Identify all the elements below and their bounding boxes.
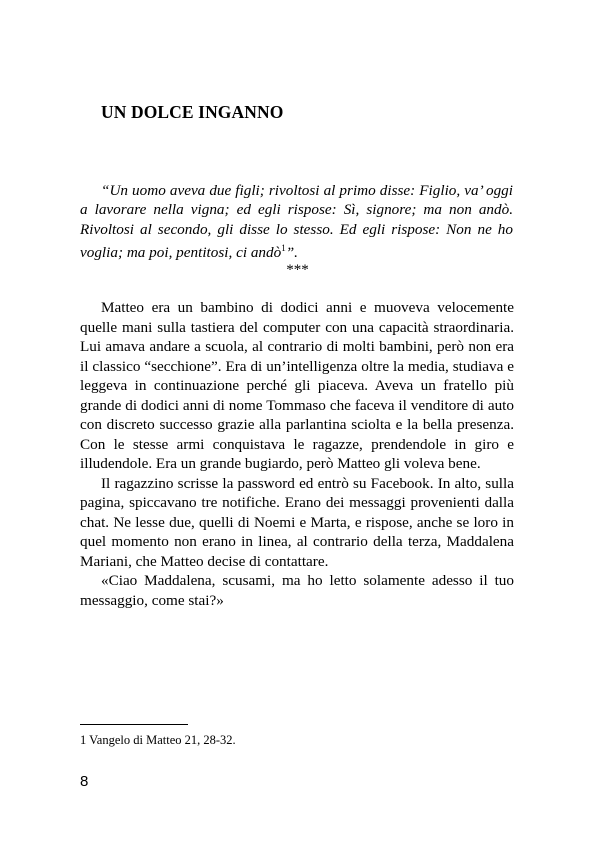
- paragraph: «Ciao Maddalena, scusami, ma ho letto solamente adesso il tuo messaggio, come stai?»: [80, 572, 514, 609]
- section-separator: ***: [286, 262, 309, 278]
- footnote-divider: [80, 724, 188, 725]
- epigraph-closing: ”.: [285, 244, 298, 262]
- epigraph-text: “Un uomo aveva due figli; rivoltosi al primo disse: Figlio, va’ oggi a lavorare nella vigna; ed egli rispose: Sì, signore; ma non andò. Rivoltosi al secondo, gli disse lo stesso. Ed egli rispose: Non ne ho voglia; ma poi, pentitosi, ci andò: [80, 182, 513, 262]
- footnote: 1 Vangelo di Matteo 21, 28-32.: [80, 733, 236, 747]
- paragraph: Matteo era un bambino di dodici anni e muoveva velocemente quelle mani sulla tastiera del computer con una capacità straordinaria. Lui amava andare a scuola, al contrario di molti bambini, però non era il classico “secchione”. Era di un’intelligenza oltre la media, studiava e leggeva in continuazione perché gli piaceva. Aveva un fratello più grande di dodici anni di nome Tommaso che faceva il venditore di auto con discreto successo grazie alla parlantina sciolta e la bella presenza. Con le stesse armi conquistava le ragazze, prendendole in giro e illudendole. Era un grande bugiardo, però Matteo gli voleva bene.: [80, 299, 514, 472]
- body-text: [80, 298, 514, 610]
- epigraph-quote: [80, 181, 513, 263]
- page-number: 8: [80, 773, 89, 790]
- paragraph: Il ragazzino scrisse la password ed entrò su Facebook. In alto, sulla pagina, spiccavano tre notifiche. Erano dei messaggi provenienti dalla chat. Ne lesse due, quelli di Noemi e Marta, e rispose, anche se loro in quel momento non erano in linea, al contrario della terza, Maddalena Mariani, che Matteo decise di contattare.: [80, 474, 514, 570]
- footnote-reference: 1: [281, 243, 286, 254]
- chapter-title: UN DOLCE INGANNO: [101, 102, 284, 122]
